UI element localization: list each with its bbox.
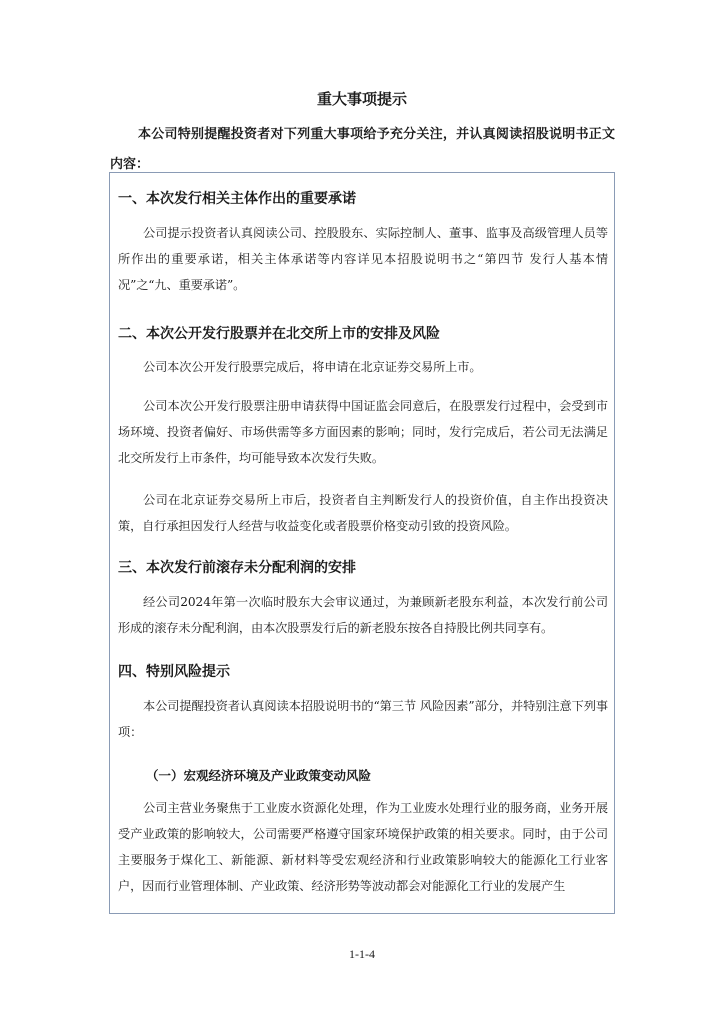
section-2-paragraph-3: 公司在北京证券交易所上市后，投资者自主判断发行人的投资价值，自主作出投资决策，自行承担因发行人经营与收益变化或者股票价格变动引致的投资风险。 bbox=[118, 493, 608, 533]
subsection-1-heading: （一）宏观经济环境及产业政策变动风险 bbox=[146, 768, 372, 783]
section-2-heading: 二、本次公开发行股票并在北交所上市的安排及风险 bbox=[118, 326, 440, 342]
subsection-1-paragraph-1: 公司主营业务聚焦于工业废水资源化处理，作为工业废水处理行业的服务商，业务开展受产业政策的影响较大，公司需要严格遵守国家环境保护政策的相关要求。同时，由于公司主要服务于煤化工、新能源、新材料等受宏观经济和行业政策影响较大的能源化工行业客户，因而行业管理体制、产业政策、经济形势等波动都会对能源化工行业的发展产生 bbox=[118, 801, 608, 893]
section-3-heading: 三、本次发行前滚存未分配利润的安排 bbox=[118, 560, 356, 576]
intro-text: 本公司特别提醒投资者对下列重大事项给予充分关注，并认真阅读招股说明书正文内容： bbox=[110, 127, 615, 172]
page-number: 1-1-4 bbox=[349, 947, 375, 961]
page-title: 重大事项提示 bbox=[316, 90, 407, 108]
section-1-heading: 一、本次发行相关主体作出的重要承诺 bbox=[118, 191, 356, 207]
section-2-paragraph-1: 公司本次公开发行股票完成后，将申请在北京证券交易所上市。 bbox=[143, 360, 482, 374]
section-3-paragraph-1: 经公司2024年第一次临时股东大会审议通过，为兼顾新老股东利益，本次发行前公司形成的滚存未分配利润，由本次股票发行后的新老股东按各自持股比例共同享有。 bbox=[118, 595, 608, 635]
section-2-paragraph-2: 公司本次公开发行股票注册申请获得中国证监会同意后，在股票发行过程中，会受到市场环境、投资者偏好、市场供需等多方面因素的影响；同时，发行完成后，若公司无法满足北交所发行上市条件，均可能导致本次发行失败。 bbox=[118, 399, 608, 465]
notice-box bbox=[109, 172, 615, 914]
section-1-paragraph-1: 公司提示投资者认真阅读公司、控股股东、实际控制人、董事、监事及高级管理人员等所作出的重要承诺，相关主体承诺等内容详见本招股说明书之“第四节 发行人基本情况”之“九、重要承诺”。 bbox=[118, 226, 608, 292]
section-4-paragraph-1: 本公司提醒投资者认真阅读本招股说明书的“第三节 风险因素”部分，并特别注意下列事项： bbox=[118, 699, 608, 739]
section-4-heading: 四、特别风险提示 bbox=[118, 664, 230, 680]
